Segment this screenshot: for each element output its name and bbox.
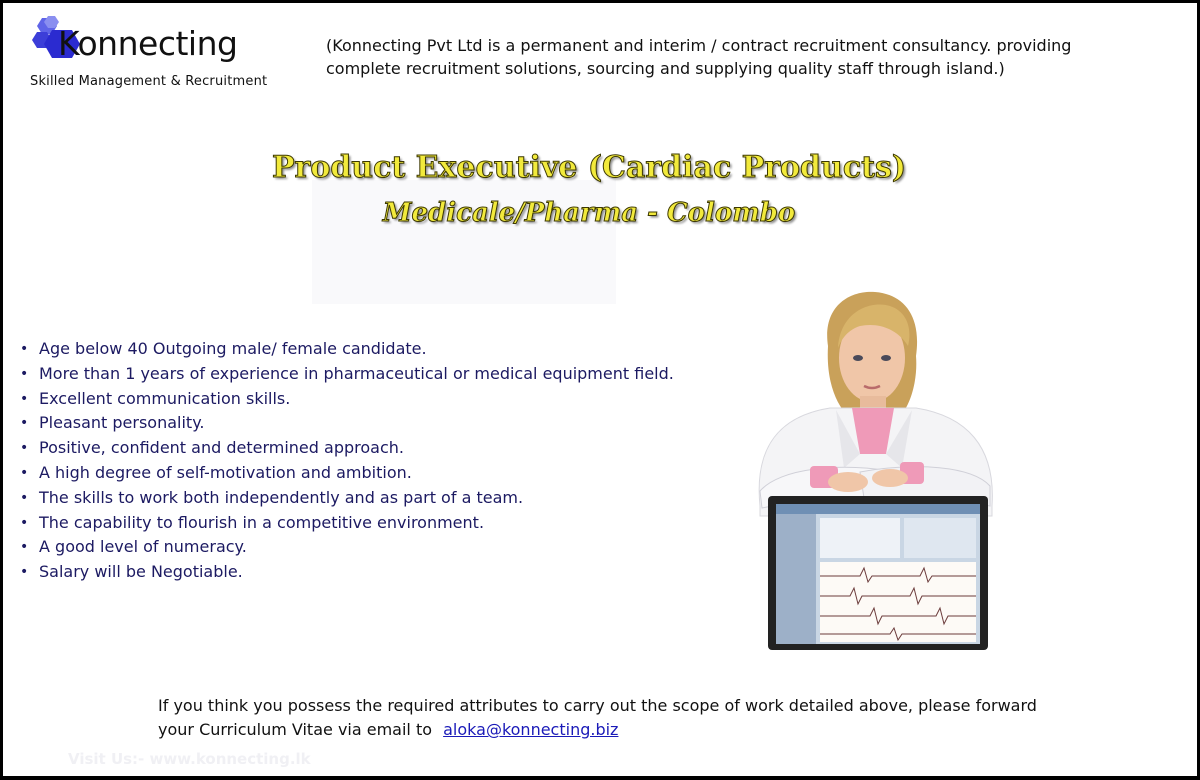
logo-tagline: Skilled Management & Recruitment [30,74,268,89]
company-logo [22,14,292,100]
website-watermark: Visit Us:- www.konnecting.lk [68,750,311,768]
requirements-list [20,337,674,585]
list-item: • Age below 40 Outgoing male/ female candidate. [20,337,674,362]
doctor-with-ecg-monitor-icon [740,286,1010,656]
job-title: Product Executive (Cardiac Products) [271,150,907,185]
bullet-icon: • [20,390,29,407]
bullet-icon: • [20,365,29,382]
list-item: • Positive, confident and determined approach. [20,436,674,461]
bullet-icon: • [20,564,29,581]
list-item: • A good level of numeracy. [20,535,674,560]
bullet-icon: • [20,341,29,357]
list-item: • The capability to flourish in a competitive environment. [20,511,674,536]
list-item: • The skills to work both independently and as part of a team. [20,486,674,511]
apply-line: If you think you possess the required attributes to carry out the scope of work detailed above, please forward [158,696,1037,715]
bullet-icon: • [20,415,29,432]
list-item: • Salary will be Negotiable. [20,560,674,585]
intro-line: (Konnecting Pvt Ltd is a permanent and interim / contract recruitment consultancy. providing [326,36,1072,55]
application-instructions [158,694,1118,742]
job-subtitle: Medicale/Pharma - Colombo [382,198,796,228]
apply-prefix: your Curriculum Vitae via email to [158,720,433,739]
list-item: • More than 1 years of experience in pharmaceutical or medical equipment field. [20,362,674,387]
intro-line: complete recruitment solutions, sourcing and supplying quality staff through island.) [326,59,1005,78]
bullet-icon: • [20,539,29,556]
list-item: • A high degree of self-motivation and ambition. [20,461,674,486]
bullet-icon: • [20,489,29,506]
bullet-icon: • [20,464,29,481]
list-item: • Excellent communication skills. [20,387,674,412]
logo-wordmark: Konnecting [58,24,238,63]
list-item: • Pleasant personality. [20,411,674,436]
bullet-icon: • [20,440,29,457]
company-intro [326,34,1146,80]
apply-line [158,718,1118,742]
email-link[interactable]: aloka@konnecting.biz [443,720,619,739]
bullet-icon: • [20,514,29,531]
